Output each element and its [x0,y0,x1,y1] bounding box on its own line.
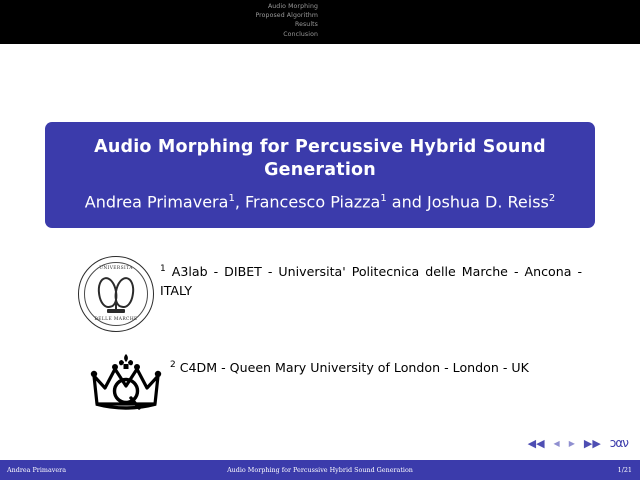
first-slide-icon[interactable]: ◀◀ [527,436,545,450]
affiliation-1-marker: 1 [160,264,166,274]
next-slide-icon[interactable]: ▶ [568,438,575,448]
nav-item-audio-morphing[interactable]: Audio Morphing [267,3,318,10]
affiliation-2-text [170,352,529,377]
author-one: Andrea Primavera [84,192,229,212]
affiliation-2-marker: 2 [170,360,176,370]
seal-top-text: UNIVERSITA [99,266,133,271]
footer-title: Audio Morphing for Percussive Hybrid Sound Generation [227,466,413,474]
slide-header-bar [0,0,640,44]
affiliation-item-2 [82,352,582,414]
qmul-crown-icon [89,352,163,414]
nav-item-conclusion[interactable]: Conclusion [283,30,318,38]
author-three-marker: 2 [548,193,556,204]
section-navigation [0,0,640,39]
title-block [45,122,595,228]
author-two-marker: 1 [380,193,387,204]
qmul-crown-svg [89,352,163,414]
back-forward-icon[interactable]: ɔαν [609,436,628,450]
affiliation-1-text [160,256,582,300]
footer-page-number: 1/21 [617,466,632,474]
affiliation-2-body: C4DM - Queen Mary University of London - London - UK [179,360,529,376]
affiliation-item-1 [72,256,582,332]
affiliation-2-logo-slot [82,352,170,414]
author-three: and Joshua D. Reiss [386,192,549,212]
prev-slide-icon[interactable]: ◀ [553,438,560,448]
univpm-seal-icon [78,256,154,332]
seal-bottom-text: DELLE MARCHE [94,317,138,322]
page-title-line2: Generation [264,160,376,180]
footer-author: Andrea Primavera [7,466,67,474]
page-title [61,136,579,182]
beamer-navigation-symbols [528,436,628,450]
nav-item-proposed-algorithm[interactable]: Proposed Algorithm [255,12,318,20]
affiliation-1-body: A3lab - DIBET - Universita' Politecnica delle Marche - Ancona - ITALY [160,264,582,299]
author-list [61,188,579,212]
seal-emblem-icon [95,275,137,315]
author-two: , Francesco Piazza [234,192,381,212]
nav-item-results[interactable]: Results [294,21,318,29]
author-one-marker: 1 [228,193,235,204]
slide-footer-bar [0,460,640,480]
page-title-line1: Audio Morphing for Percussive Hybrid Sound [94,137,546,157]
affiliation-1-logo-slot [72,256,160,332]
last-slide-icon[interactable]: ▶▶ [583,436,601,450]
